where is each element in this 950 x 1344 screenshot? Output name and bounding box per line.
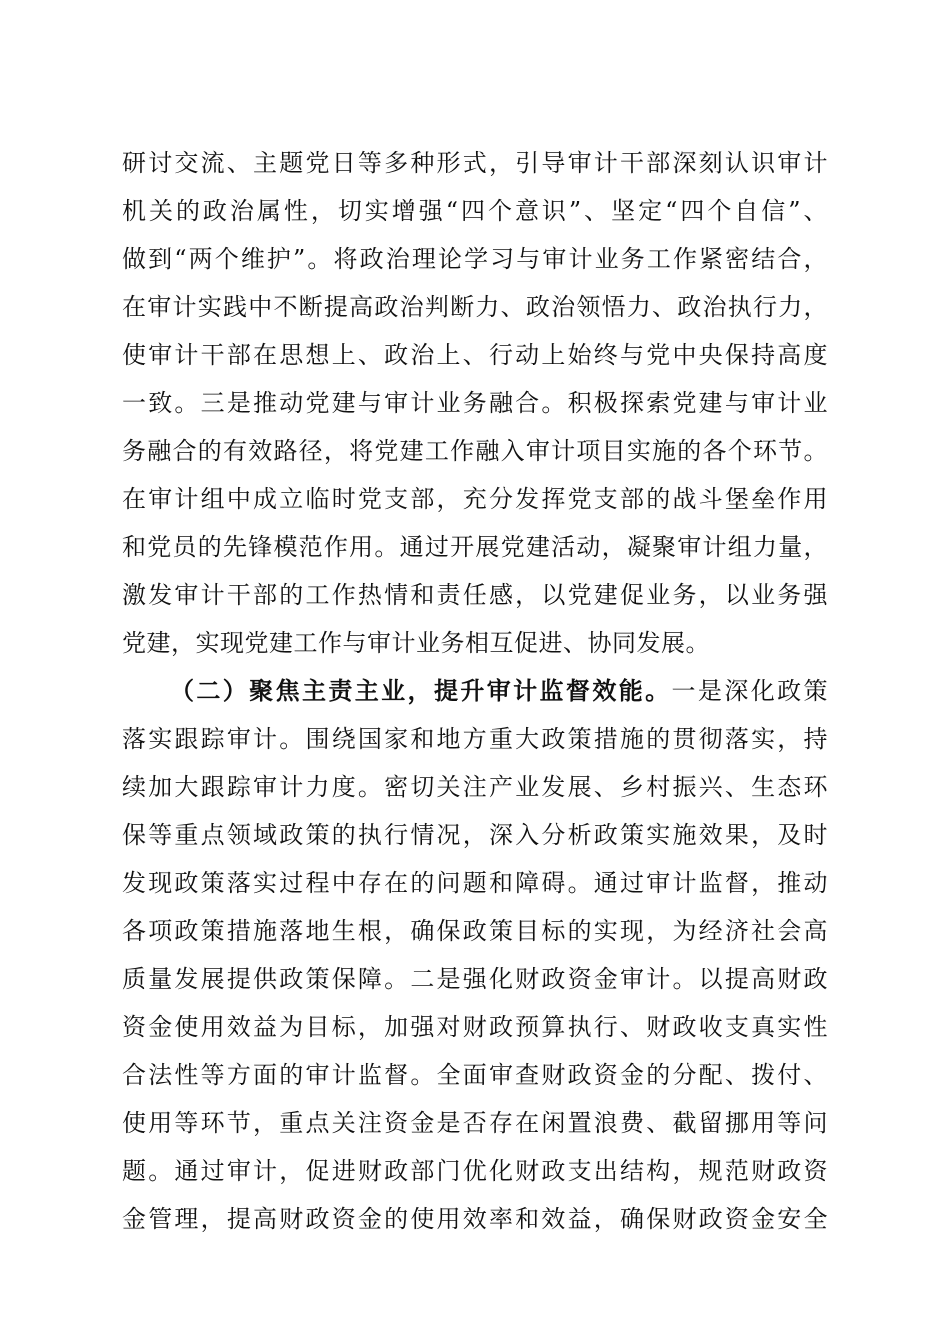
body-line: 续加大跟踪审计力度。密切关注产业发展、乡村振兴、生态环 (122, 773, 828, 801)
body-line: 党建，实现党建工作与审计业务相互促进、协同发展。 (122, 629, 710, 657)
body-line: 题。通过审计，促进财政部门优化财政支出结构，规范财政资 (122, 1157, 828, 1185)
body-line: 机关的政治属性，切实增强“四个意识”、坚定“四个自信”、 (122, 197, 828, 225)
body-line: 保等重点领域政策的执行情况，深入分析政策实施效果，及时 (122, 821, 828, 849)
body-line: 各项政策措施落地生根，确保政策目标的实现，为经济社会高 (122, 917, 828, 945)
body-line: 使用等环节，重点关注资金是否存在闲置浪费、截留挪用等问 (122, 1109, 828, 1137)
body-line: 研讨交流、主题党日等多种形式，引导审计干部深刻认识审计 (122, 149, 828, 177)
body-line: 合法性等方面的审计监督。全面审查财政资金的分配、拨付、 (122, 1061, 828, 1089)
body-line: 金管理，提高财政资金的使用效率和效益，确保财政资金安全 (122, 1205, 828, 1233)
section-heading: （二）聚焦主责主业，提升审计监督效能。 (170, 676, 672, 705)
section-first-line-rest: 一是深化政策 (671, 677, 829, 705)
section-first-line (170, 676, 828, 706)
body-line: 做到“两个维护”。将政治理论学习与审计业务工作紧密结合， (122, 245, 828, 273)
body-line: 资金使用效益为目标，加强对财政预算执行、财政收支真实性 (122, 1013, 828, 1041)
body-line: 在审计实践中不断提高政治判断力、政治领悟力、政治执行力， (122, 293, 828, 321)
body-line: 和党员的先锋模范作用。通过开展党建活动，凝聚审计组力量， (122, 533, 828, 561)
body-line: 激发审计干部的工作热情和责任感，以党建促业务，以业务强 (122, 581, 828, 609)
body-line: 务融合的有效路径，将党建工作融入审计项目实施的各个环节。 (122, 437, 828, 465)
body-line: 落实跟踪审计。围绕国家和地方重大政策措施的贯彻落实，持 (122, 725, 828, 753)
body-line: 使审计干部在思想上、政治上、行动上始终与党中央保持高度 (122, 341, 828, 369)
body-line: 一致。三是推动党建与审计业务融合。积极探索党建与审计业 (122, 389, 828, 417)
body-line: 发现政策落实过程中存在的问题和障碍。通过审计监督，推动 (122, 869, 828, 897)
body-line: 质量发展提供政策保障。二是强化财政资金审计。以提高财政 (122, 965, 828, 993)
body-line: 在审计组中成立临时党支部，充分发挥党支部的战斗堡垒作用 (122, 485, 828, 513)
